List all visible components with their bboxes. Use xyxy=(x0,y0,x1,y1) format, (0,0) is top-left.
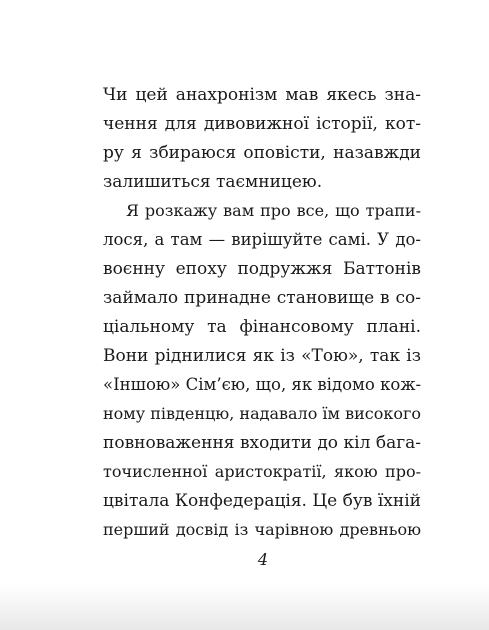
text-line: ру я збираюся оповісти, назавжди xyxy=(103,143,421,163)
page-edge-shadow xyxy=(0,585,489,630)
text-line: займало принадне становище в со- xyxy=(103,288,421,308)
text-line: залишиться таємницею. xyxy=(103,172,323,192)
text-line: перший досвід із чарівною древньою xyxy=(103,520,421,539)
text-line: «Іншою» Сім’єю, що, як відомо кож- xyxy=(103,375,422,394)
text-line: воєнну епоху подружжя Баттонів xyxy=(103,259,421,279)
text-line: лося, а там — вирішуйте самі. У до- xyxy=(103,230,421,249)
text-line: Вони ріднилися як із «Тою», так із xyxy=(103,346,421,366)
text-line: цвітала Конфедерація. Це був їхній xyxy=(103,491,421,511)
text-line: ному південцю, надавало їм високого xyxy=(103,404,421,423)
text-line: чення для дивовижної історії, кот- xyxy=(103,114,421,134)
text-line: Я розкажу вам про все, що трапи- xyxy=(126,201,421,220)
text-line: повноваження входити до кіл бага- xyxy=(103,433,421,453)
text-line: ціальному та фінансовому плані. xyxy=(103,317,421,337)
text-line: точисленної аристократії, якою про- xyxy=(103,462,421,481)
page-number: 4 xyxy=(257,550,269,569)
text-line: Чи цей анахронізм мав якесь зна- xyxy=(103,85,421,105)
